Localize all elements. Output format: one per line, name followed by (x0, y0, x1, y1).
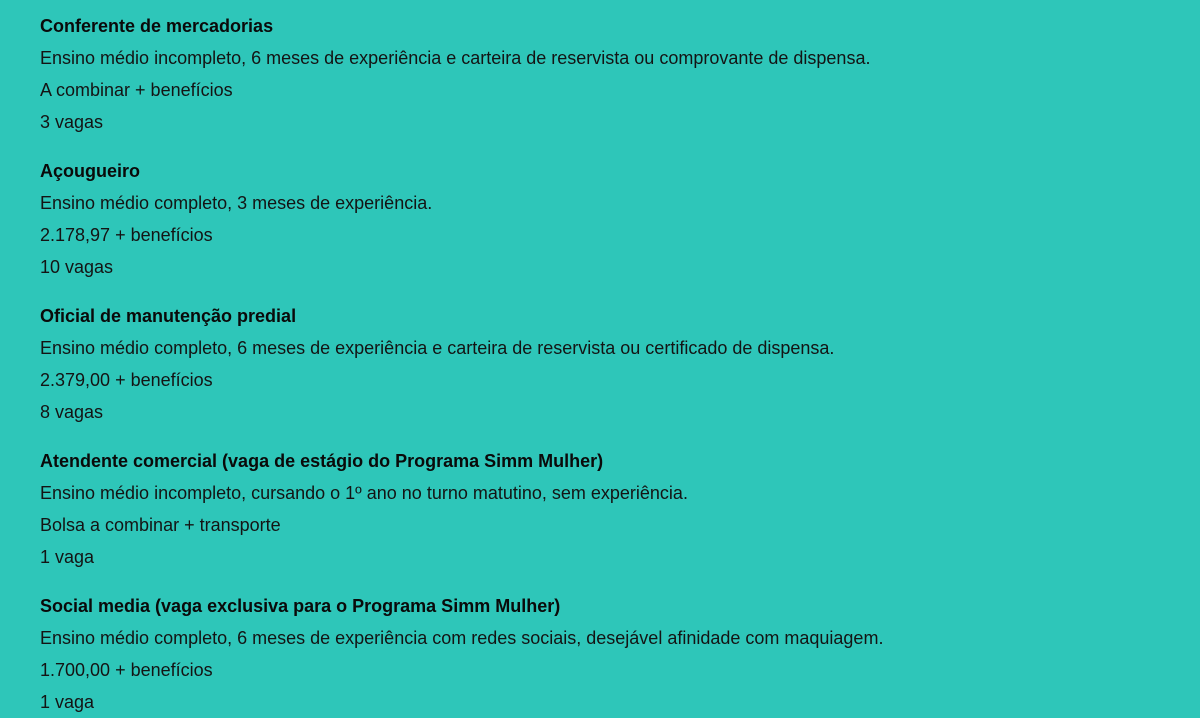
job-vacancies: 8 vagas (40, 402, 104, 422)
job-requirements: Ensino médio completo, 6 meses de experiência e carteira de reservista ou certificado de dispensa. (40, 338, 835, 358)
job-title: Açougueiro (40, 161, 141, 181)
job-vacancies: 1 vaga (40, 547, 95, 567)
job-listing (40, 300, 1200, 428)
job-vacancies: 10 vagas (40, 257, 114, 277)
job-requirements: Ensino médio completo, 6 meses de experiência com redes sociais, desejável afinidade com maquiagem. (40, 628, 884, 648)
job-title: Atendente comercial (vaga de estágio do Programa Simm Mulher) (40, 451, 604, 471)
job-salary: A combinar + benefícios (40, 80, 233, 100)
job-title: Conferente de mercadorias (40, 16, 274, 36)
job-listing (40, 155, 1200, 283)
job-listing (40, 590, 1200, 718)
job-title: Social media (vaga exclusiva para o Programa Simm Mulher) (40, 596, 561, 616)
job-listing (40, 10, 1200, 138)
job-vacancies: 3 vagas (40, 112, 104, 132)
job-requirements: Ensino médio incompleto, cursando o 1º ano no turno matutino, sem experiência. (40, 483, 688, 503)
job-title: Oficial de manutenção predial (40, 306, 297, 326)
job-salary: 2.178,97 + benefícios (40, 225, 213, 245)
job-salary: Bolsa a combinar + transporte (40, 515, 281, 535)
job-requirements: Ensino médio completo, 3 meses de experiência. (40, 193, 433, 213)
job-vacancies: 1 vaga (40, 692, 95, 712)
job-salary: 2.379,00 + benefícios (40, 370, 213, 390)
job-listing (40, 445, 1200, 573)
job-salary: 1.700,00 + benefícios (40, 660, 213, 680)
job-requirements: Ensino médio incompleto, 6 meses de experiência e carteira de reservista ou comprovante de dispensa. (40, 48, 871, 68)
